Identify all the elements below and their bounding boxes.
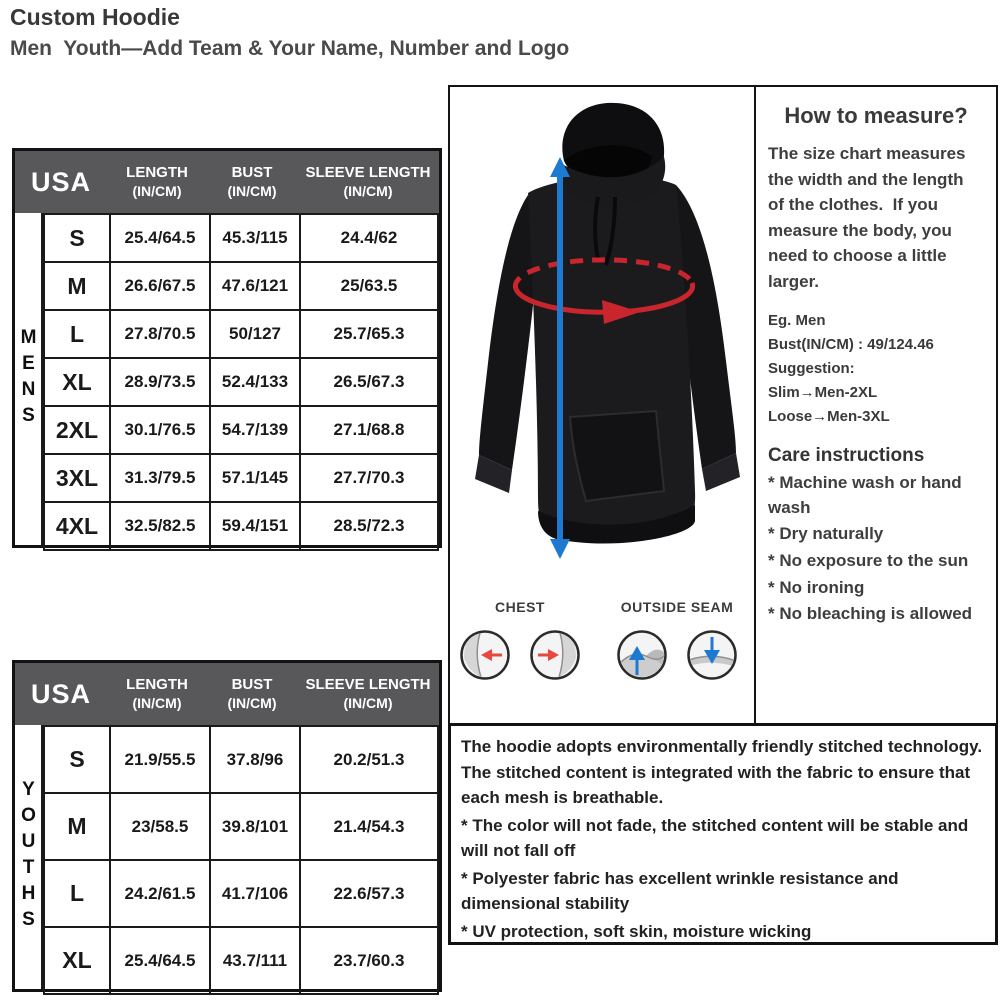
table-row (44, 214, 438, 262)
mens-group-strip (15, 213, 43, 545)
youths-table (43, 725, 439, 995)
table-row (44, 860, 438, 927)
care-item: * No ironing (768, 577, 865, 597)
usa-header: USA (30, 678, 91, 709)
size-cell: XL (44, 927, 110, 994)
table-row (44, 406, 438, 454)
length-cell: 21.9/55.5 (110, 726, 210, 793)
how-to-measure-heading: How to measure? (784, 103, 968, 128)
size-cell: L (44, 310, 110, 358)
length-cell: 25.4/64.5 (110, 214, 210, 262)
bust-cell: 45.3/115 (210, 214, 300, 262)
chest-label: CHEST (495, 599, 545, 615)
bust-cell: 57.1/145 (210, 454, 300, 502)
care-instructions-list (768, 471, 984, 627)
table-row (44, 454, 438, 502)
youths-group-label: YOUTHS (18, 779, 39, 935)
sleeve-cell: 26.5/67.3 (300, 358, 438, 406)
seam-arrow-up-icon (616, 629, 668, 681)
bust-cell: 52.4/133 (210, 358, 300, 406)
hoodie-image (452, 93, 752, 593)
description-bullet: * UV protection, soft skin, moisture wicking (461, 921, 812, 941)
length-cell: 23/58.5 (110, 793, 210, 860)
youths-size-chart (12, 660, 442, 992)
size-cell: 3XL (44, 454, 110, 502)
sleeve-length-header: SLEEVE LENGTH (IN/CM) (305, 676, 431, 711)
table-row (44, 726, 438, 793)
length-header: LENGTH (IN/CM) (126, 164, 188, 199)
length-cell: 28.9/73.5 (110, 358, 210, 406)
bust-cell: 43.7/111 (210, 927, 300, 994)
sleeve-cell: 27.1/68.8 (300, 406, 438, 454)
bust-header: BUST (IN/CM) (227, 676, 277, 711)
length-cell: 31.3/79.5 (110, 454, 210, 502)
length-header: LENGTH (IN/CM) (126, 676, 188, 711)
chest-arrow-left-icon (459, 629, 511, 681)
size-cell: M (44, 262, 110, 310)
care-item: * No bleaching is allowed (768, 604, 973, 624)
size-cell: M (44, 793, 110, 860)
length-cell: 24.2/61.5 (110, 860, 210, 927)
table-row (44, 793, 438, 860)
example-line: Bust(IN/CM) : 49/124.46 (768, 336, 934, 353)
care-item: * Machine wash or hand wash (768, 473, 962, 517)
care-instructions-heading: Care instructions (768, 445, 925, 466)
sleeve-length-header: SLEEVE LENGTH (IN/CM) (305, 164, 431, 199)
sleeve-cell: 21.4/54.3 (300, 793, 438, 860)
example-line: Eg. Men (768, 312, 826, 329)
care-item: * No exposure to the sun (768, 550, 969, 570)
length-cell: 25.4/64.5 (110, 927, 210, 994)
bust-header: BUST (IN/CM) (227, 164, 277, 199)
size-cell: 2XL (44, 406, 110, 454)
description-paragraph: The hoodie adopts environmentally friendly stitched technology. The stitched content is integrated with the fabric to ensure that each mesh is breathable. (461, 737, 983, 807)
youths-group-strip (15, 725, 43, 989)
bust-cell: 59.4/151 (210, 502, 300, 550)
sleeve-cell: 28.5/72.3 (300, 502, 438, 550)
size-cell: XL (44, 358, 110, 406)
example-line: Slim→Men-2XL (768, 384, 878, 401)
youths-chart-header (15, 663, 439, 725)
outside-seam-measure-group (608, 599, 746, 681)
bust-cell: 39.8/101 (210, 793, 300, 860)
sleeve-cell: 22.6/57.3 (300, 860, 438, 927)
bust-cell: 54.7/139 (210, 406, 300, 454)
size-cell: 4XL (44, 502, 110, 550)
sleeve-cell: 25/63.5 (300, 262, 438, 310)
chest-arrow-right-icon (529, 629, 581, 681)
table-row (44, 262, 438, 310)
bust-cell: 37.8/96 (210, 726, 300, 793)
table-row (44, 927, 438, 994)
seam-arrow-down-icon (686, 629, 738, 681)
sleeve-cell: 24.4/62 (300, 214, 438, 262)
size-cell: S (44, 214, 110, 262)
sleeve-cell: 27.7/70.3 (300, 454, 438, 502)
length-cell: 27.8/70.5 (110, 310, 210, 358)
care-item: * Dry naturally (768, 524, 884, 544)
size-cell: L (44, 860, 110, 927)
example-line: Suggestion: (768, 360, 855, 377)
bust-cell: 41.7/106 (210, 860, 300, 927)
length-cell: 32.5/82.5 (110, 502, 210, 550)
description-bullet: * Polyester fabric has excellent wrinkle resistance and dimensional stability (461, 868, 899, 913)
product-description-panel (448, 723, 998, 945)
how-to-measure-panel (756, 85, 998, 725)
length-cell: 26.6/67.5 (110, 262, 210, 310)
sleeve-cell: 23.7/60.3 (300, 927, 438, 994)
bust-cell: 50/127 (210, 310, 300, 358)
mens-table (43, 213, 439, 551)
size-cell: S (44, 726, 110, 793)
bust-cell: 47.6/121 (210, 262, 300, 310)
mens-group-label: MENS (18, 327, 39, 431)
sleeve-cell: 25.7/65.3 (300, 310, 438, 358)
chest-measure-group (458, 599, 582, 681)
example-line: Loose→Men-3XL (768, 408, 890, 425)
sleeve-cell: 20.2/51.3 (300, 726, 438, 793)
outside-seam-label: OUTSIDE SEAM (620, 599, 734, 615)
table-row (44, 358, 438, 406)
mens-chart-header (15, 151, 439, 213)
mens-size-chart (12, 148, 442, 548)
description-bullet: * The color will not fade, the stitched content will be stable and will not fall off (461, 815, 969, 860)
sizing-example (768, 309, 984, 429)
hoodie-measure-panel (448, 85, 756, 725)
usa-header: USA (30, 166, 91, 197)
length-cell: 30.1/76.5 (110, 406, 210, 454)
page-title: Custom Hoodie (10, 4, 180, 30)
page-subtitle: Men Youth—Add Team & Your Name, Number and Logo (10, 37, 570, 60)
table-row (44, 310, 438, 358)
how-to-measure-text: The size chart measures the width and the length of the clothes. If you measure the body, you need to choose a little larger. (768, 144, 971, 291)
table-row (44, 502, 438, 550)
